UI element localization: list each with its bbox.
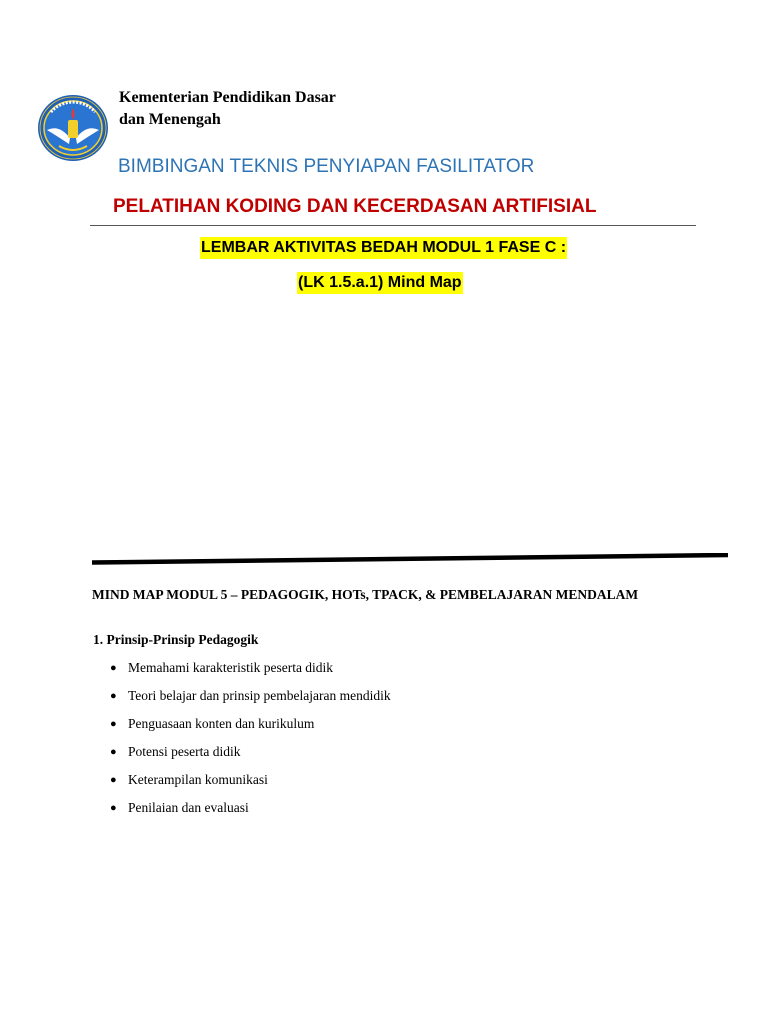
training-title: PELATIHAN KODING DAN KECERDASAN ARTIFISIAL xyxy=(113,196,597,217)
list-item: ● Potensi peserta didik xyxy=(106,742,391,770)
ministry-line-1: Kementerian Pendidikan Dasar xyxy=(119,89,336,106)
bullet-icon: ● xyxy=(110,690,117,702)
list-item: ● Keterampilan komunikasi xyxy=(106,770,391,798)
ministry-name xyxy=(119,87,336,131)
list-item: ● Penguasaan konten dan kurikulum xyxy=(106,714,391,742)
bullet-icon: ● xyxy=(110,718,117,730)
bullet-icon: ● xyxy=(110,802,117,814)
bullet-icon: ● xyxy=(110,746,117,758)
bullet-icon: ● xyxy=(110,774,117,786)
list-item: ● Memahami karakteristik peserta didik xyxy=(106,658,391,686)
tut-wuri-handayani-logo-icon xyxy=(37,94,109,162)
bullet-list xyxy=(106,658,391,826)
section-heading: 1. Prinsip-Prinsip Pedagogik xyxy=(93,632,259,647)
section-divider xyxy=(92,553,728,565)
list-item: ● Penilaian dan evaluasi xyxy=(106,798,391,826)
list-item: ● Teori belajar dan prinsip pembelajaran mendidik xyxy=(106,686,391,714)
mindmap-title: MIND MAP MODUL 5 – PEDAGOGIK, HOTs, TPACK, & PEMBELAJARAN MENDALAM xyxy=(92,587,639,602)
program-title: BIMBINGAN TEKNIS PENYIAPAN FASILITATOR xyxy=(118,156,535,177)
activity-sheet-title: LEMBAR AKTIVITAS BEDAH MODUL 1 FASE C : xyxy=(200,237,567,259)
activity-sheet-code: (LK 1.5.a.1) Mind Map xyxy=(297,272,463,294)
ministry-line-2: dan Menengah xyxy=(119,111,221,128)
header-divider xyxy=(90,225,696,226)
bullet-icon: ● xyxy=(110,662,117,674)
